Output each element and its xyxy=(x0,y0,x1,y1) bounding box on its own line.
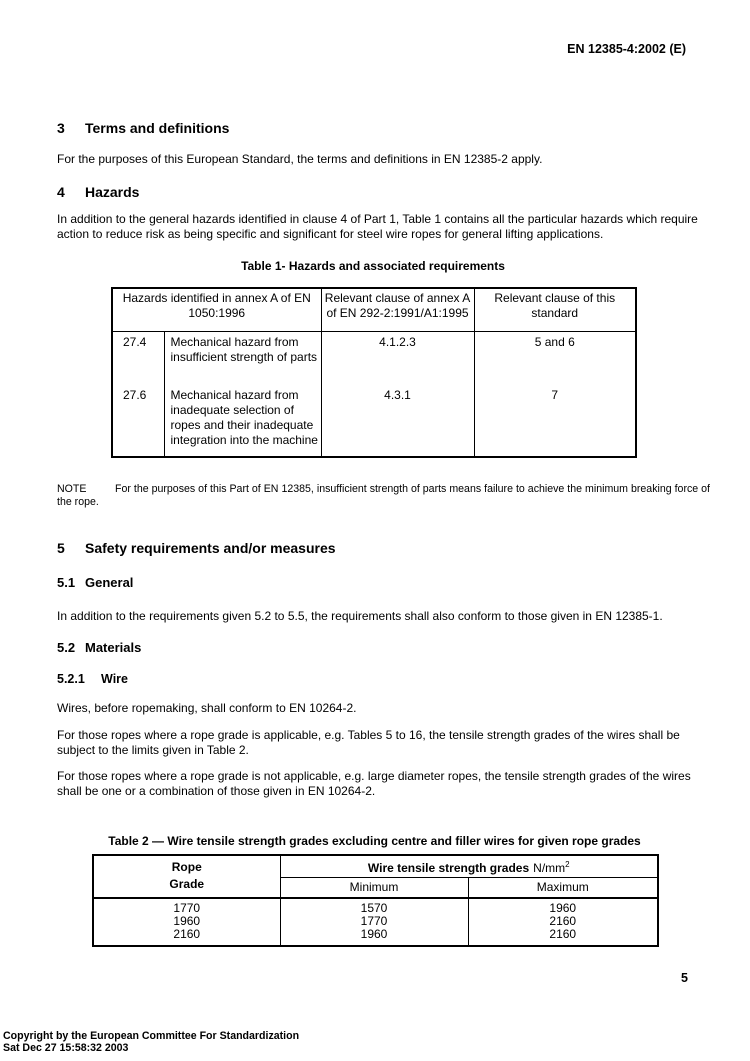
note-label: NOTE xyxy=(57,483,87,495)
section-number: 5.1 xyxy=(57,575,76,590)
section-number: 4 xyxy=(57,184,65,200)
column-header-minimum: Minimum xyxy=(280,878,468,898)
clause-en292-cell: 4.3.1 xyxy=(321,385,474,457)
section-4-heading xyxy=(57,184,710,201)
section-5-1-heading xyxy=(57,575,710,591)
table-row xyxy=(112,385,636,457)
table-row xyxy=(112,331,636,385)
table-header-row xyxy=(93,855,658,878)
section-5-2-1-heading xyxy=(57,672,710,687)
column-header-hazards: Hazards identified in annex A of EN 1050:1996 xyxy=(112,288,321,331)
copyright-line-1: Copyright by the European Committee For Standardization xyxy=(3,1030,300,1042)
page-number: 5 xyxy=(681,971,688,985)
paragraph: Wires, before ropemaking, shall conform to EN 10264-2. xyxy=(57,701,357,715)
unit-label: $N/mm^2$ xyxy=(533,860,570,875)
paragraph: In addition to the general hazards identified in clause 4 of Part 1, Table 1 contains all the particular hazards which require action to reduce risk as being specific and significant for steel wire ropes for general lifting applications. xyxy=(57,212,698,241)
column-group-header-tensile: Wire tensile strength grades $N/mm^2$ xyxy=(280,855,658,878)
hazard-id-cell: 27.4 xyxy=(112,331,164,385)
maximum-cell: 1960 xyxy=(468,898,658,915)
clause-en292-cell: 4.1.2.3 xyxy=(321,331,474,385)
minimum-cell: 1960 xyxy=(280,928,468,946)
unit-exponent: 2 xyxy=(565,860,570,869)
section-title: Hazards xyxy=(85,184,140,200)
section-title: Safety requirements and/or measures xyxy=(85,540,336,556)
note-text: For the purposes of this Part of EN 12385, insufficient strength of parts means failure to achieve the minimum breaking force of the rope. xyxy=(57,483,710,508)
copyright-line-2: Sat Dec 27 15:58:32 2003 xyxy=(3,1042,129,1054)
paragraph: For those ropes where a rope grade is not applicable, e.g. large diameter ropes, the tensile strength grades of the wires shall be one or a combination of those given in EN 10264-2. xyxy=(57,769,691,798)
minimum-cell: 1570 xyxy=(280,898,468,915)
column-header-clause-en292: Relevant clause of annex A of EN 292-2:1991/A1:1995 xyxy=(321,288,474,331)
section-number: 5.2 xyxy=(57,640,76,655)
document-reference: EN 12385-4:2002 (E) xyxy=(567,42,686,56)
table-row xyxy=(93,928,658,946)
hazard-description-cell: Mechanical hazard from inadequate selection of ropes and their inadequate integration into the machine xyxy=(164,385,321,457)
paragraph: For the purposes of this European Standard, the terms and definitions in EN 12385-2 apply. xyxy=(57,152,543,166)
note xyxy=(57,483,710,509)
maximum-cell: 2160 xyxy=(468,915,658,928)
paragraph: For those ropes where a rope grade is applicable, e.g. Tables 5 to 16, the tensile strength grades of the wires shall be subject to the limits given in Table 2. xyxy=(57,728,680,757)
table-header-row xyxy=(112,288,636,331)
clause-standard-cell: 5 and 6 xyxy=(474,331,636,385)
rope-grade-cell: 1770 xyxy=(93,898,280,915)
section-title: Terms and definitions xyxy=(85,120,230,136)
table-row xyxy=(93,915,658,928)
section-number: 5 xyxy=(57,540,65,556)
column-header-rope-grade: Rope Grade xyxy=(93,855,280,898)
table-2 xyxy=(92,854,659,947)
section-title: Materials xyxy=(85,640,142,655)
page-content xyxy=(57,0,710,947)
section-3-heading xyxy=(57,120,710,137)
column-header-clause-standard: Relevant clause of this standard xyxy=(474,288,636,331)
column-header-maximum: Maximum xyxy=(468,878,658,898)
table-row xyxy=(93,898,658,915)
maximum-cell: 2160 xyxy=(468,928,658,946)
section-5-heading xyxy=(57,540,710,557)
rope-grade-cell: 2160 xyxy=(93,928,280,946)
clause-standard-cell: 7 xyxy=(474,385,636,457)
section-5-2-heading xyxy=(57,640,710,656)
table-1-caption: Table 1- Hazards and associated requirements xyxy=(241,259,505,273)
section-number: 5.2.1 xyxy=(57,672,85,686)
section-title: General xyxy=(85,575,134,590)
section-title: Wire xyxy=(101,672,128,686)
section-number: 3 xyxy=(57,120,65,136)
rope-grade-cell: 1960 xyxy=(93,915,280,928)
table-2-caption: Table 2 — Wire tensile strength grades excluding centre and filler wires for given rope grades xyxy=(108,834,641,848)
minimum-cell: 1770 xyxy=(280,915,468,928)
paragraph: In addition to the requirements given 5.2 to 5.5, the requirements shall also conform to those given in EN 12385-1. xyxy=(57,609,663,623)
table-1 xyxy=(111,287,637,458)
hazard-id-cell: 27.6 xyxy=(112,385,164,457)
copyright-footer xyxy=(3,1030,299,1054)
hazard-description-cell: Mechanical hazard from insufficient strength of parts xyxy=(164,331,321,385)
